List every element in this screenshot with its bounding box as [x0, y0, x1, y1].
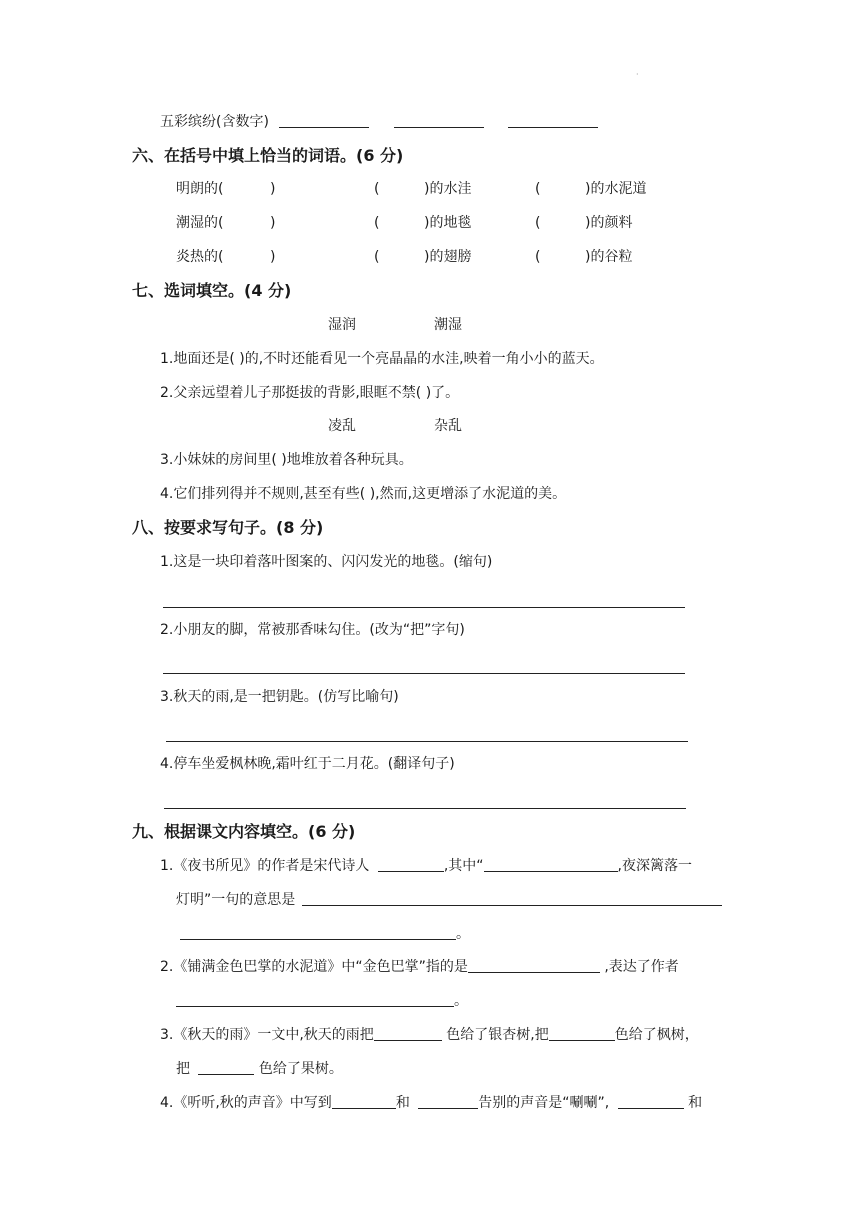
- s8-question-3: 3.秋天的雨,是一把钥匙。(仿写比喻句): [160, 689, 399, 705]
- answer-blank[interactable]: [332, 1094, 396, 1109]
- s6-r0-c5: )的水泥道: [585, 181, 647, 197]
- s9-q4-text-c: 告别的声音是“唰唰”,: [478, 1095, 610, 1111]
- s6-r1-c3: )的地毯: [424, 215, 472, 231]
- s9-question-1-line1: [160, 856, 692, 876]
- s9-q2-end: 。: [454, 993, 468, 1009]
- answer-blank[interactable]: [279, 113, 369, 128]
- s7-word-c: 凌乱: [328, 418, 356, 434]
- s8-question-1: 1.这是一块印着落叶图案的、闪闪发光的地毯。(缩句): [160, 554, 493, 570]
- s7-question-4: 4.它们排列得并不规则,甚至有些( ),然而,这更增添了水泥道的美。: [160, 486, 567, 502]
- section-7-title: 七、选词填空。(4 分): [132, 281, 292, 300]
- answer-blank[interactable]: [198, 1060, 254, 1075]
- s7-question-1: 1.地面还是( )的,不时还能看见一个亮晶晶的水洼,映着一角小小的蓝天。: [160, 351, 604, 367]
- answer-line[interactable]: [164, 808, 686, 809]
- answer-line[interactable]: [163, 673, 685, 674]
- answer-blank[interactable]: [374, 1026, 442, 1041]
- s9-question-4-line1: [160, 1093, 702, 1113]
- section-6-title: 六、在括号中填上恰当的词语。(6 分): [132, 146, 404, 165]
- section-8-title: 八、按要求写句子。(8 分): [132, 518, 324, 537]
- s6-r0-c3: )的水洼: [424, 181, 472, 197]
- s7-question-3: 3.小妹妹的房间里( )地堆放着各种玩具。: [160, 452, 413, 468]
- answer-blank[interactable]: [468, 958, 600, 973]
- section-9-title: 九、根据课文内容填空。(6 分): [132, 822, 356, 841]
- s9-q4-text-a: 4.《听听,秋的声音》中写到: [160, 1095, 332, 1111]
- answer-blank[interactable]: [394, 113, 484, 128]
- s9-question-3-line2: [176, 1059, 343, 1079]
- s6-r2-c1: ): [270, 249, 276, 265]
- s6-r2-c3: )的翅膀: [424, 249, 472, 265]
- s9-q3-text-d: 把: [176, 1061, 190, 1077]
- s6-r2-c4: (: [535, 249, 541, 265]
- s6-r0-c0: 明朗的(: [176, 181, 224, 197]
- s9-question-3-line1: [160, 1025, 699, 1045]
- s9-q3-text-c: 色给了枫树，: [614, 1027, 699, 1043]
- s9-q1-text-c: ,夜深篱落一: [617, 858, 692, 874]
- s6-r2-c2: (: [374, 249, 380, 265]
- answer-blank[interactable]: [418, 1094, 478, 1109]
- s7-word-b: 潮湿: [434, 317, 462, 333]
- s6-r1-c4: (: [535, 215, 541, 231]
- answer-blank[interactable]: [618, 1094, 684, 1109]
- s9-q2-text-b: ,表达了作者: [604, 959, 679, 975]
- s8-question-2: 2.小朋友的脚，常被那香味勾住。(改为“把”字句): [160, 622, 465, 638]
- s6-r1-c5: )的颜料: [585, 215, 633, 231]
- answer-blank[interactable]: [176, 992, 454, 1007]
- s7-word-d: 杂乱: [434, 418, 462, 434]
- s9-q3-text-a: 3.《秋天的雨》一文中,秋天的雨把: [160, 1027, 374, 1043]
- s6-r2-c0: 炎热的(: [176, 249, 224, 265]
- s7-word-a: 湿润: [328, 317, 356, 333]
- answer-blank[interactable]: [549, 1026, 615, 1041]
- s7-question-2: 2.父亲远望着儿子那挺拔的背影,眼眶不禁( )了。: [160, 385, 460, 401]
- s9-question-1-line2: [176, 890, 722, 910]
- s6-r1-c1: ): [270, 215, 276, 231]
- s6-r1-c0: 潮湿的(: [176, 215, 224, 231]
- s6-r0-c4: (: [535, 181, 541, 197]
- s9-q2-text-a: 2.《铺满金色巴掌的水泥道》中“金色巴掌”指的是: [160, 959, 468, 975]
- answer-blank[interactable]: [378, 857, 444, 872]
- answer-blank[interactable]: [484, 857, 618, 872]
- s9-q3-text-b: 色给了银杏树,把: [446, 1027, 549, 1043]
- s9-q3-text-e: 色给了果树。: [258, 1061, 343, 1077]
- corner-mark: ·: [636, 70, 639, 79]
- s6-r0-c1: ): [270, 181, 276, 197]
- s9-q1-text-d: 灯明”一句的意思是: [176, 892, 296, 908]
- s5-tail-label: 五彩缤纷(含数字): [160, 114, 269, 130]
- answer-line[interactable]: [163, 607, 685, 608]
- s9-q4-text-d: 和: [688, 1095, 703, 1111]
- s9-q1-text-b: ,其中“: [443, 858, 484, 874]
- s6-r0-c2: (: [374, 181, 380, 197]
- s9-q1-end: 。: [456, 926, 470, 942]
- s6-r1-c2: (: [374, 215, 380, 231]
- s9-question-1-line3: [180, 924, 470, 944]
- s6-r2-c5: )的谷粒: [585, 249, 633, 265]
- s9-question-2-line1: [160, 957, 679, 977]
- s9-question-2-line2: [176, 991, 468, 1011]
- s9-q1-text-a: 1.《夜书所见》的作者是宋代诗人: [160, 858, 370, 874]
- answer-blank[interactable]: [180, 925, 456, 940]
- answer-blank[interactable]: [302, 891, 722, 906]
- s5-tail-line: [160, 112, 598, 132]
- s9-q4-text-b: 和: [395, 1095, 410, 1111]
- answer-blank[interactable]: [508, 113, 598, 128]
- s8-question-4: 4.停车坐爱枫林晚,霜叶红于二月花。(翻译句子): [160, 756, 455, 772]
- answer-line[interactable]: [166, 741, 688, 742]
